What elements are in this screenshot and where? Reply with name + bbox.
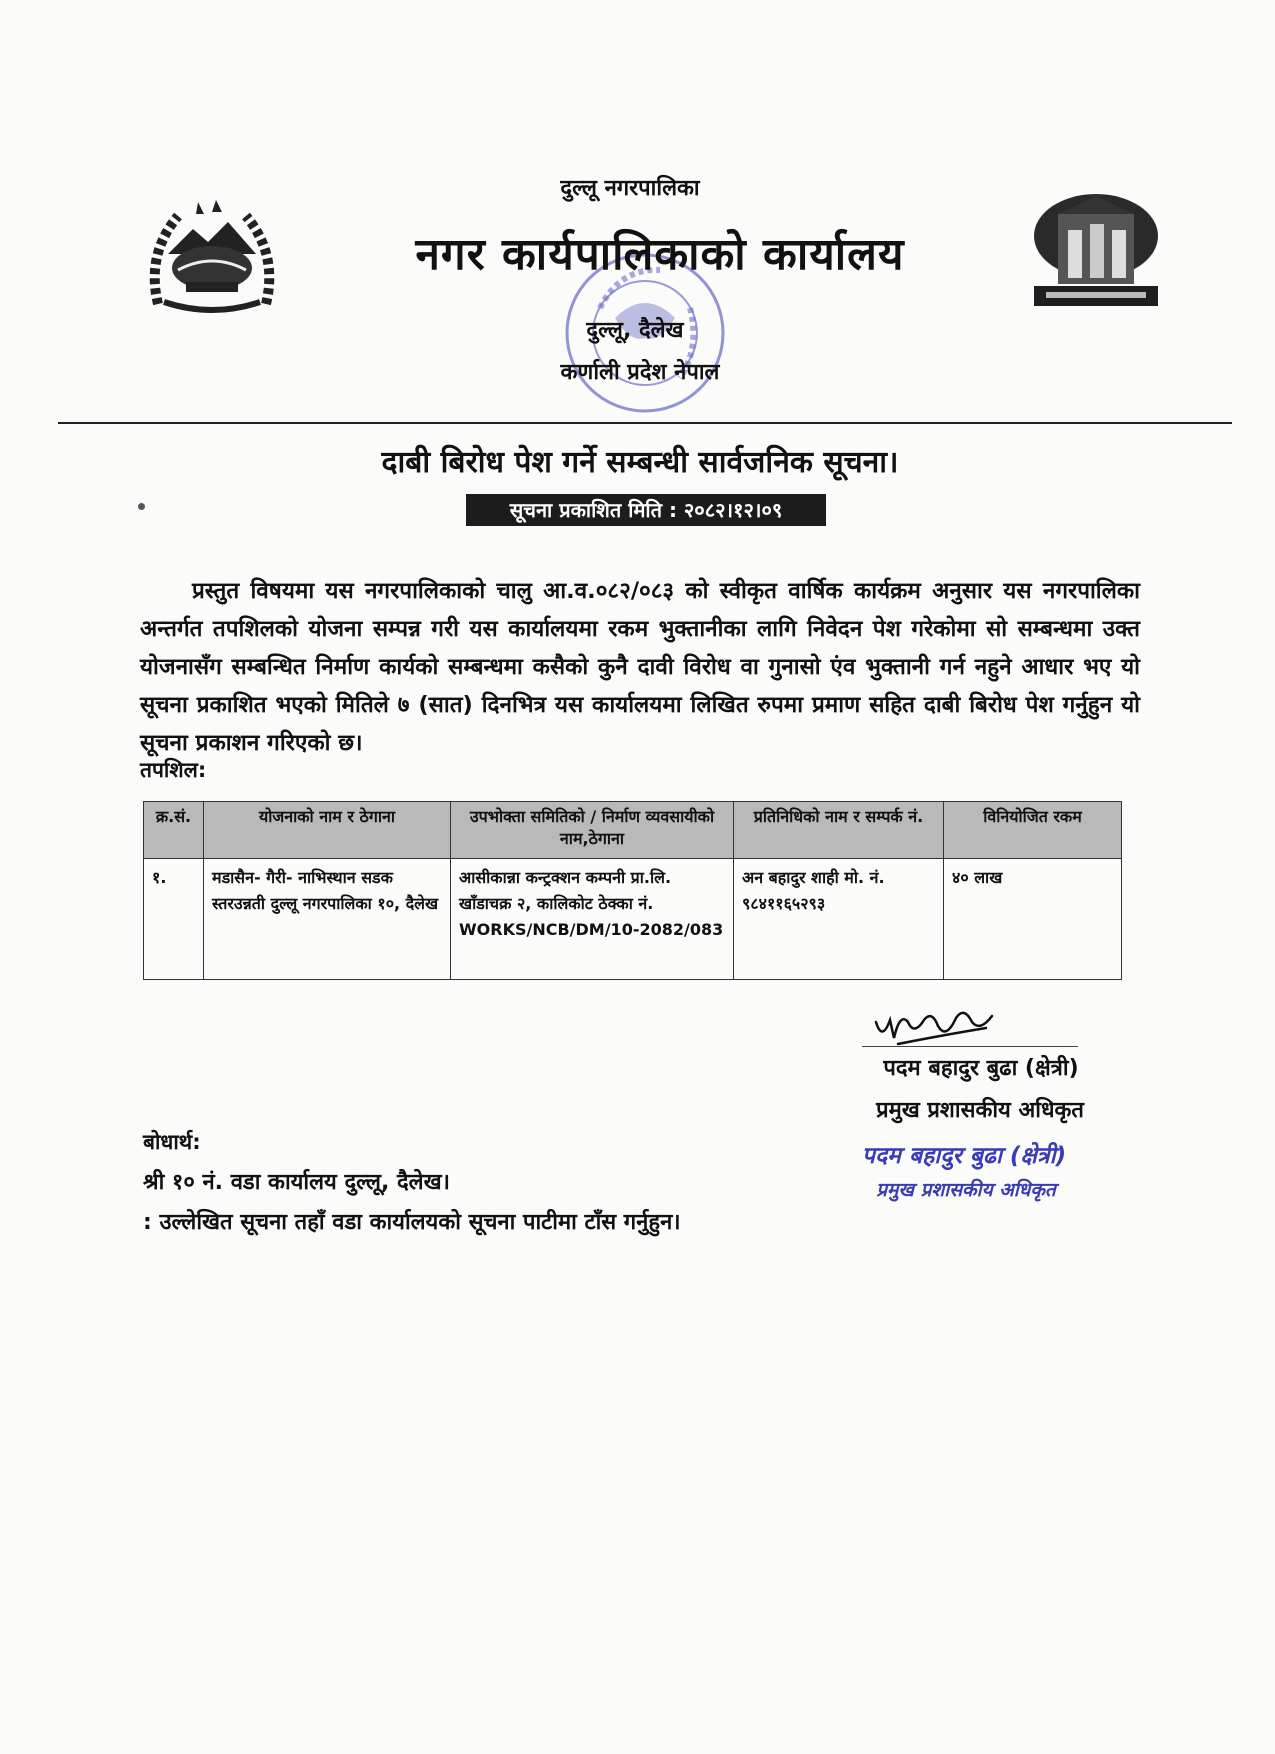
cell-contractor: आसीकान्ना कन्ट्रक्शन कम्पनी प्रा.लि. खाँडाचक्र २, कालिकोट ठेक्का नं. WORKS/NCB/DM/10-2082/083 [451, 859, 734, 980]
schedule-table [143, 801, 1122, 980]
col-header-serial: क्र.सं. [144, 802, 204, 859]
cc-recipient: श्री १० नं. वडा कार्यालय दुल्लू, दैलेख। [143, 1170, 450, 1195]
notice-title: दाबी बिरोध पेश गर्ने सम्बन्धी सार्वजनिक सूचना। [381, 445, 899, 480]
signature-line [862, 1046, 1078, 1047]
signer-designation: प्रमुख प्रशासकीय अधिकृत [876, 1098, 1084, 1123]
nepal-emblem-icon [138, 194, 286, 320]
notice-body: प्रस्तुत विषयमा यस नगरपालिकाको चालु आ.व.०८२/०८३ को स्वीकृत वार्षिक कार्यक्रम अनुसार यस नगरपालिका अन्तर्गत तपशिलको योजना सम्पन्न गरी यस कार्यालयमा रकम भुक्तानीका लागि निवेदन पेश गरेकोमा सो सम्बन्धमा उक्त योजनासँग सम्बन्धित निर्माण कार्यको सम्बन्धमा कसैको कुनै दावी विरोध वा गुनासो एंव भुक्तानी गर्न नहुने आधार भए यो सूचना प्रकाशित भएको मितिले ७ (सात) दिनभित्र यस कार्यालयमा लिखित रुपमा प्रमाण सहित दाबी बिरोध पेश गर्नुहुन यो सूचना प्रकाशन गरिएको छ। [140, 578, 1140, 756]
punch-dot [138, 503, 145, 510]
col-header-amount: विनियोजित रकम [944, 802, 1122, 859]
name-stamp: पदम बहादुर बुढा (क्षेत्री) [861, 1143, 1067, 1169]
table-header-row [144, 802, 1122, 859]
municipality-logo-icon [1028, 190, 1164, 314]
address-line-1: दुल्लू, दैलेख [586, 318, 684, 343]
cell-amount: ४० लाख [944, 859, 1122, 980]
office-title: नगर कार्यपालिकाको कार्यालय [415, 229, 905, 280]
header-divider [58, 422, 1232, 424]
cell-serial: १. [144, 859, 204, 980]
designation-stamp: प्रमुख प्रशासकीय अधिकृत [876, 1179, 1056, 1201]
signer-name: पदम बहादुर बुढा (क्षेत्री) [883, 1056, 1079, 1081]
cc-label: बोधार्थ: [143, 1130, 201, 1154]
cell-representative: अन बहादुर शाही मो. नं. ९८४११६५२९३ [734, 859, 944, 980]
cc-instruction: : उल्लेखित सूचना तहाँ वडा कार्यालयको सूचना पाटीमा टाँस गर्नुहुन। [143, 1210, 681, 1235]
col-header-contractor: उपभोक्ता समितिको / निर्माण व्यवसायीको नाम,ठेगाना [451, 802, 734, 859]
cell-project: मडासैन- गैरी- नाभिस्थान सडक स्तरउन्नती दुल्लू नगरपालिका १०, दैलेख [204, 859, 451, 980]
col-header-project: योजनाको नाम र ठेगाना [204, 802, 451, 859]
address-line-2: कर्णाली प्रदेश नेपाल [560, 360, 720, 385]
col-header-representative: प्रतिनिधिको नाम र सम्पर्क नं. [734, 802, 944, 859]
municipality-name: दुल्लू नगरपालिका [560, 176, 700, 201]
table-row [144, 859, 1122, 980]
published-date: सूचना प्रकाशित मिति : २०८२।१२।०९ [466, 494, 826, 526]
schedule-label: तपशिल: [140, 758, 207, 782]
